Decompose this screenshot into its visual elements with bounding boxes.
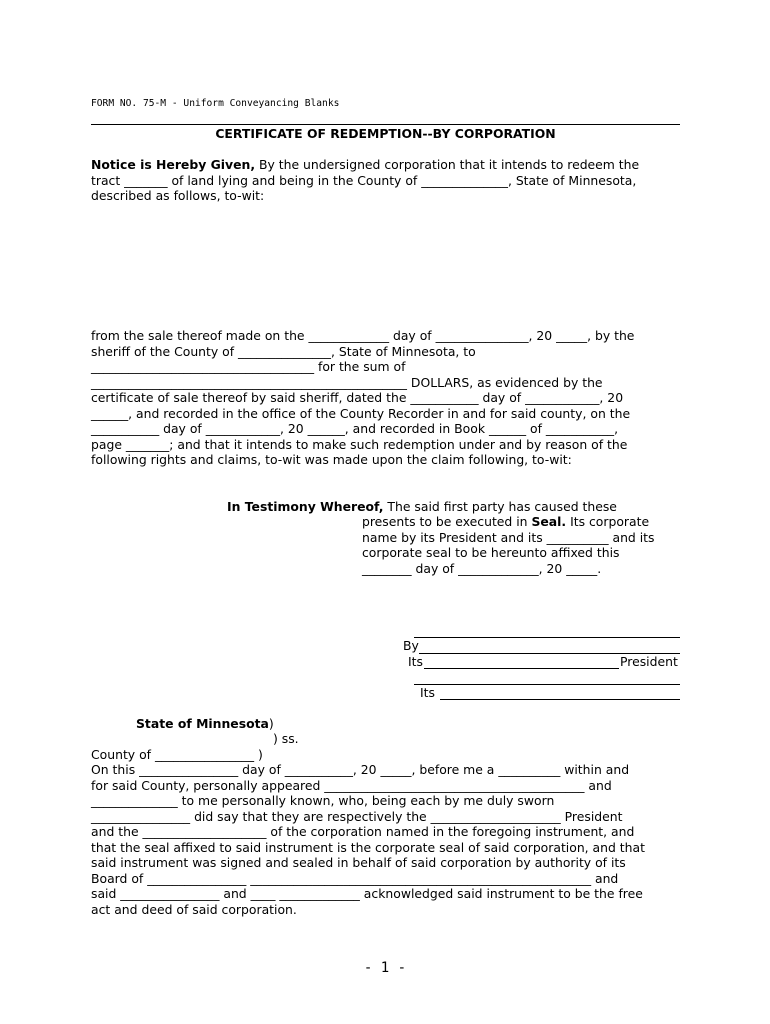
sale-paragraph [91, 328, 634, 468]
ack-line: On this ________________ day of ___________, 20 _____, before me a __________ within and [91, 762, 630, 777]
document-title: CERTIFICATE OF REDEMPTION--BY CORPORATION [215, 126, 556, 141]
page-number: - 1 - [363, 960, 407, 976]
header-rule [91, 124, 680, 125]
seal-word: Seal. [531, 514, 567, 529]
testimony-line-1 [227, 499, 617, 515]
its-line-2 [440, 699, 680, 700]
ack-line: ______________ to me personally known, who, being each by me duly sworn [91, 793, 555, 808]
ack-line: that the seal affixed to said instrument is the corporate seal of said corporation, and that [91, 839, 645, 855]
ack-line: ________________ did say that they are respectively the _____________________ President [91, 808, 623, 824]
president-label: President [620, 654, 678, 669]
sale-line: from the sale thereof made on the _____________ day of _______________, 20 _____, by the [91, 328, 635, 343]
state-heading [136, 716, 274, 731]
testimony-line-4: corporate seal to be hereunto affixed this [362, 545, 620, 560]
testimony-block [362, 514, 655, 576]
notice-line-1: By the undersigned corporation that it intends to redeem the [255, 157, 640, 172]
state-paren: ) [268, 716, 274, 731]
notice-line-2: tract _______ of land lying and being in the County of ______________, State of Minnesota, [91, 172, 637, 188]
its-label: Its [408, 654, 423, 669]
testimony-line-2: presents to be executed in [362, 514, 532, 529]
signature-line [414, 637, 680, 638]
acknowledgment-paragraph [91, 762, 645, 917]
sale-line: page _______; and that it intends to make such redemption under and by reason of the [91, 436, 628, 452]
sale-line: following rights and claims, to-wit was made upon the claim following, to-wit: [91, 452, 572, 467]
sale-line: certificate of sale thereof by said sheriff, dated the ___________ day of ____________, 20 [91, 390, 624, 405]
sale-line: sheriff of the County of _______________, State of Minnesota, to [91, 343, 476, 359]
county-line: County of ________________ ) [91, 747, 263, 762]
sale-line: ___________ day of ____________, 20 ______, and recorded in Book ______ of ___________, [91, 421, 619, 436]
ack-line: and the ____________________ of the corporation named in the foregoing instrument, and [91, 824, 635, 839]
sale-line: ___________________________________________________ DOLLARS, as evidenced by the [91, 374, 603, 390]
testimony-line-3: name by its President and its __________ and its [362, 529, 655, 545]
sale-line: ____________________________________ for the sum of [91, 359, 406, 374]
ss-line: ) ss. [273, 731, 299, 746]
ack-line: said ________________ and ____ _____________ acknowledged said instrument to be the free [91, 886, 643, 901]
ack-line: Board of ________________ _______________________________________________________ and [91, 870, 619, 886]
testimony-lead: In Testimony Whereof, [227, 499, 384, 514]
its-label-2: Its [420, 685, 435, 700]
ack-line: for said County, personally appeared __________________________________________ and [91, 777, 612, 793]
state-label: State of Minnesota [136, 716, 269, 731]
sale-line: ______, and recorded in the office of the County Recorder in and for said county, on the [91, 405, 631, 421]
ack-line: said instrument was signed and sealed in behalf of said corporation by authority of its [91, 855, 626, 870]
by-label: By [403, 638, 419, 653]
form-header: FORM NO. 75-M - Uniform Conveyancing Blanks [91, 98, 340, 109]
testimony-line-5: ________ day of _____________, 20 _____. [362, 560, 602, 576]
testimony-text: The said first party has caused these [383, 499, 617, 514]
its-line [424, 668, 619, 669]
notice-line-3: described as follows, to-wit: [91, 188, 265, 203]
notice-lead: Notice is Hereby Given, [91, 157, 256, 172]
signature-line-2 [414, 684, 680, 685]
ack-line: act and deed of said corporation. [91, 901, 297, 917]
testimony-line-2-end: Its corporate [566, 514, 650, 529]
notice-paragraph [91, 157, 639, 204]
